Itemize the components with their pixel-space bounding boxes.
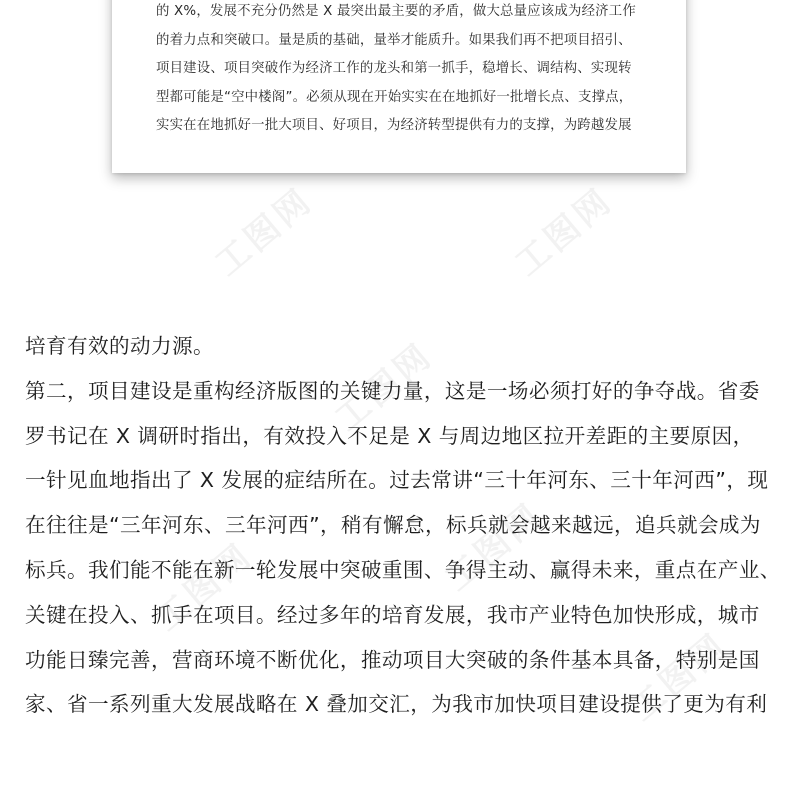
quote-card-text	[156, 0, 661, 141]
watermark: 工图网	[507, 180, 621, 285]
body-line: 标兵。我们能不能在新一轮发展中突破重围、争得主动、赢得未来，重点在产业、	[25, 557, 781, 582]
body-line: 关键在投入、抓手在项目。经过多年的培育发展，我市产业特色加快形成，城市	[25, 602, 760, 627]
watermark: 工图网	[327, 335, 441, 440]
watermark: 工图网	[207, 180, 321, 285]
quote-card	[112, 0, 686, 173]
body-paragraphs	[25, 324, 785, 727]
card-line: 项目建设、项目突破作为经济工作的龙头和第一抓手，稳增长、调结构、实现转	[156, 61, 632, 77]
watermark: 工图网	[147, 535, 261, 640]
card-line: 的 X%，发展不充分仍然是 X 最突出最主要的矛盾，做大总量应该成为经济工作	[156, 4, 636, 19]
watermark: 工图网	[437, 495, 551, 600]
body-line: 培育有效的动力源。	[25, 334, 214, 358]
watermark: 工图网	[622, 625, 736, 730]
body-line: 第二，项目建设是重构经济版图的关键力量，这是一场必须打好的争夺战。省委	[25, 378, 760, 403]
body-line: 一针见血地指出了 X 发展的症结所在。过去常讲“三十年河东、三十年河西”，现	[25, 468, 769, 493]
body-line: 在往往是“三年河东、三年河西”，稍有懈怠，标兵就会越来越远，追兵就会成为	[25, 513, 761, 538]
body-line: 家、省一系列重大发展战略在 X 叠加交汇，为我市加快项目建设提供了更为有利	[25, 692, 768, 717]
card-line: 型都可能是“空中楼阁”。必须从现在开始实实在在地抓好一批增长点、支撑点，	[156, 89, 633, 105]
body-line: 功能日臻完善，营商环境不断优化，推动项目大突破的条件基本具备，特别是国	[25, 647, 760, 672]
body-line: 罗书记在 X 调研时指出，有效投入不足是 X 与周边地区拉开差距的主要原因，	[25, 423, 754, 448]
card-line: 实实在在地抓好一批大项目、好项目，为经济转型提供有力的支撑，为跨越发展	[156, 118, 632, 134]
card-line: 的着力点和突破口。量是质的基础，量举才能质升。如果我们再不把项目招引、	[156, 32, 632, 48]
